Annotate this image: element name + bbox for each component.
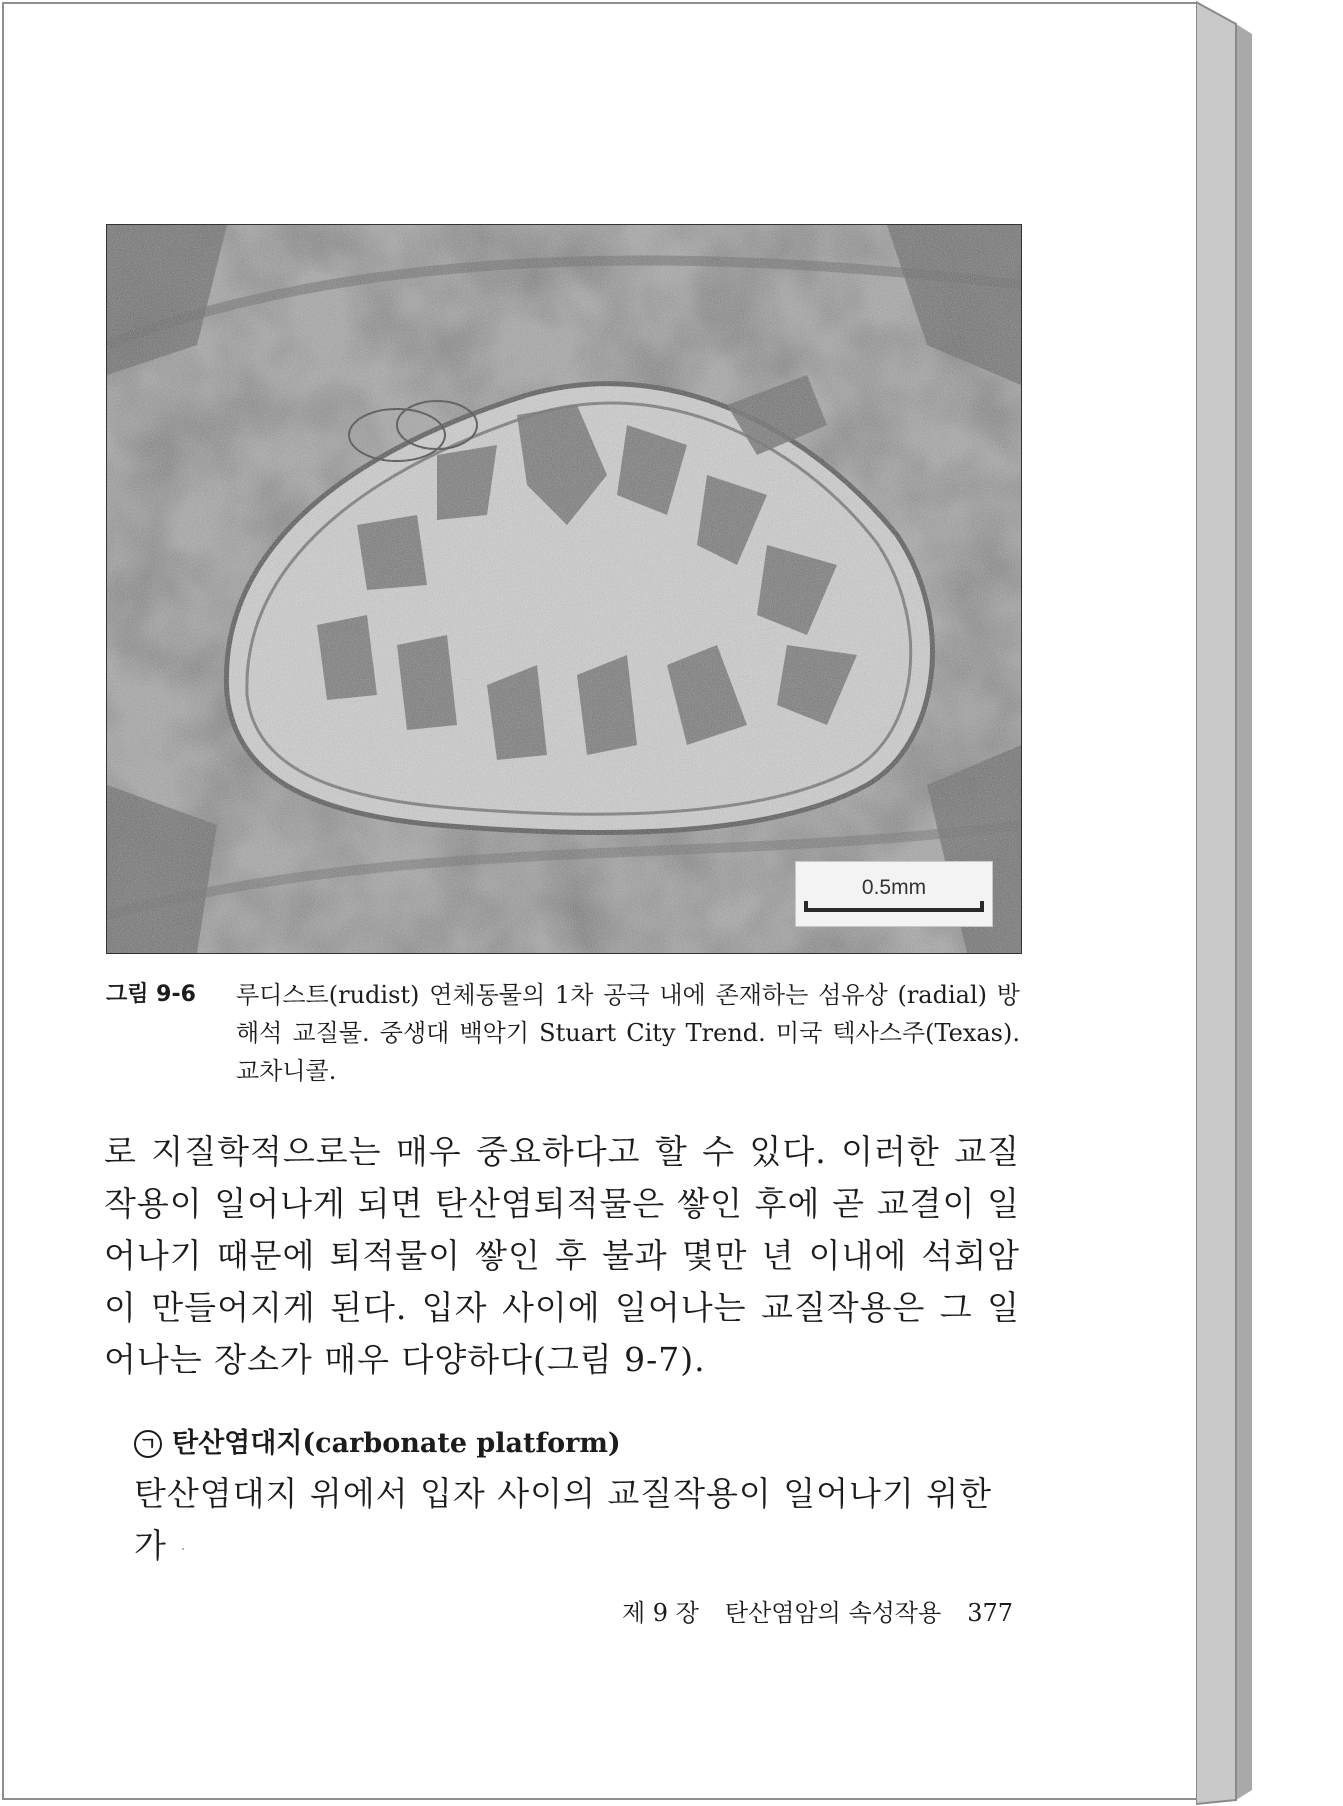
paper-speck xyxy=(182,1548,184,1550)
micrograph-image xyxy=(107,225,1021,953)
section-paragraph: 탄산염대지 위에서 입자 사이의 교질작용이 일어나기 위한 가 xyxy=(134,1474,993,1565)
micrograph-photo xyxy=(106,224,1022,954)
section-title: 탄산염대지(carbonate platform) xyxy=(172,1428,621,1459)
caption-text: 루디스트(rudist) 연체동물의 1차 공극 내에 존재하는 섬유상 (radial) 방해석 교질물. 중생대 백악기 Stuart City Trend. 미국 텍사스주(Texas). 교차니콜. xyxy=(236,981,1020,1085)
book-edge xyxy=(1196,0,1343,1806)
caption-label: 그림 9-6 xyxy=(106,982,196,1007)
page-footer xyxy=(622,1596,1013,1630)
scale-bar xyxy=(795,861,993,927)
chapter-title: 탄산염암의 속성작용 xyxy=(724,1599,942,1627)
body-paragraph: 로 지질학적으로는 매우 중요하다고 할 수 있다. 이러한 교질작용이 일어나게 되면 탄산염퇴적물은 쌓인 후에 곧 교결이 일어나기 때문에 퇴적물이 쌓인 후 불과 몇만 년 이내에 석회암이 만들어지게 된다. 입자 사이에 일어나는 교질작용은 그 일어나는 장소가 매우 다양하다(그림 9-7). xyxy=(104,1132,1020,1379)
circled-letter-icon: ㄱ xyxy=(134,1430,162,1458)
chapter-label: 제 9 장 xyxy=(621,1599,699,1627)
scale-bar-line xyxy=(804,908,984,912)
figure-caption xyxy=(106,976,1020,1090)
section-heading xyxy=(134,1424,1014,1464)
scale-bar-label: 0.5mm xyxy=(861,876,927,899)
page-number: 377 xyxy=(967,1599,1013,1627)
